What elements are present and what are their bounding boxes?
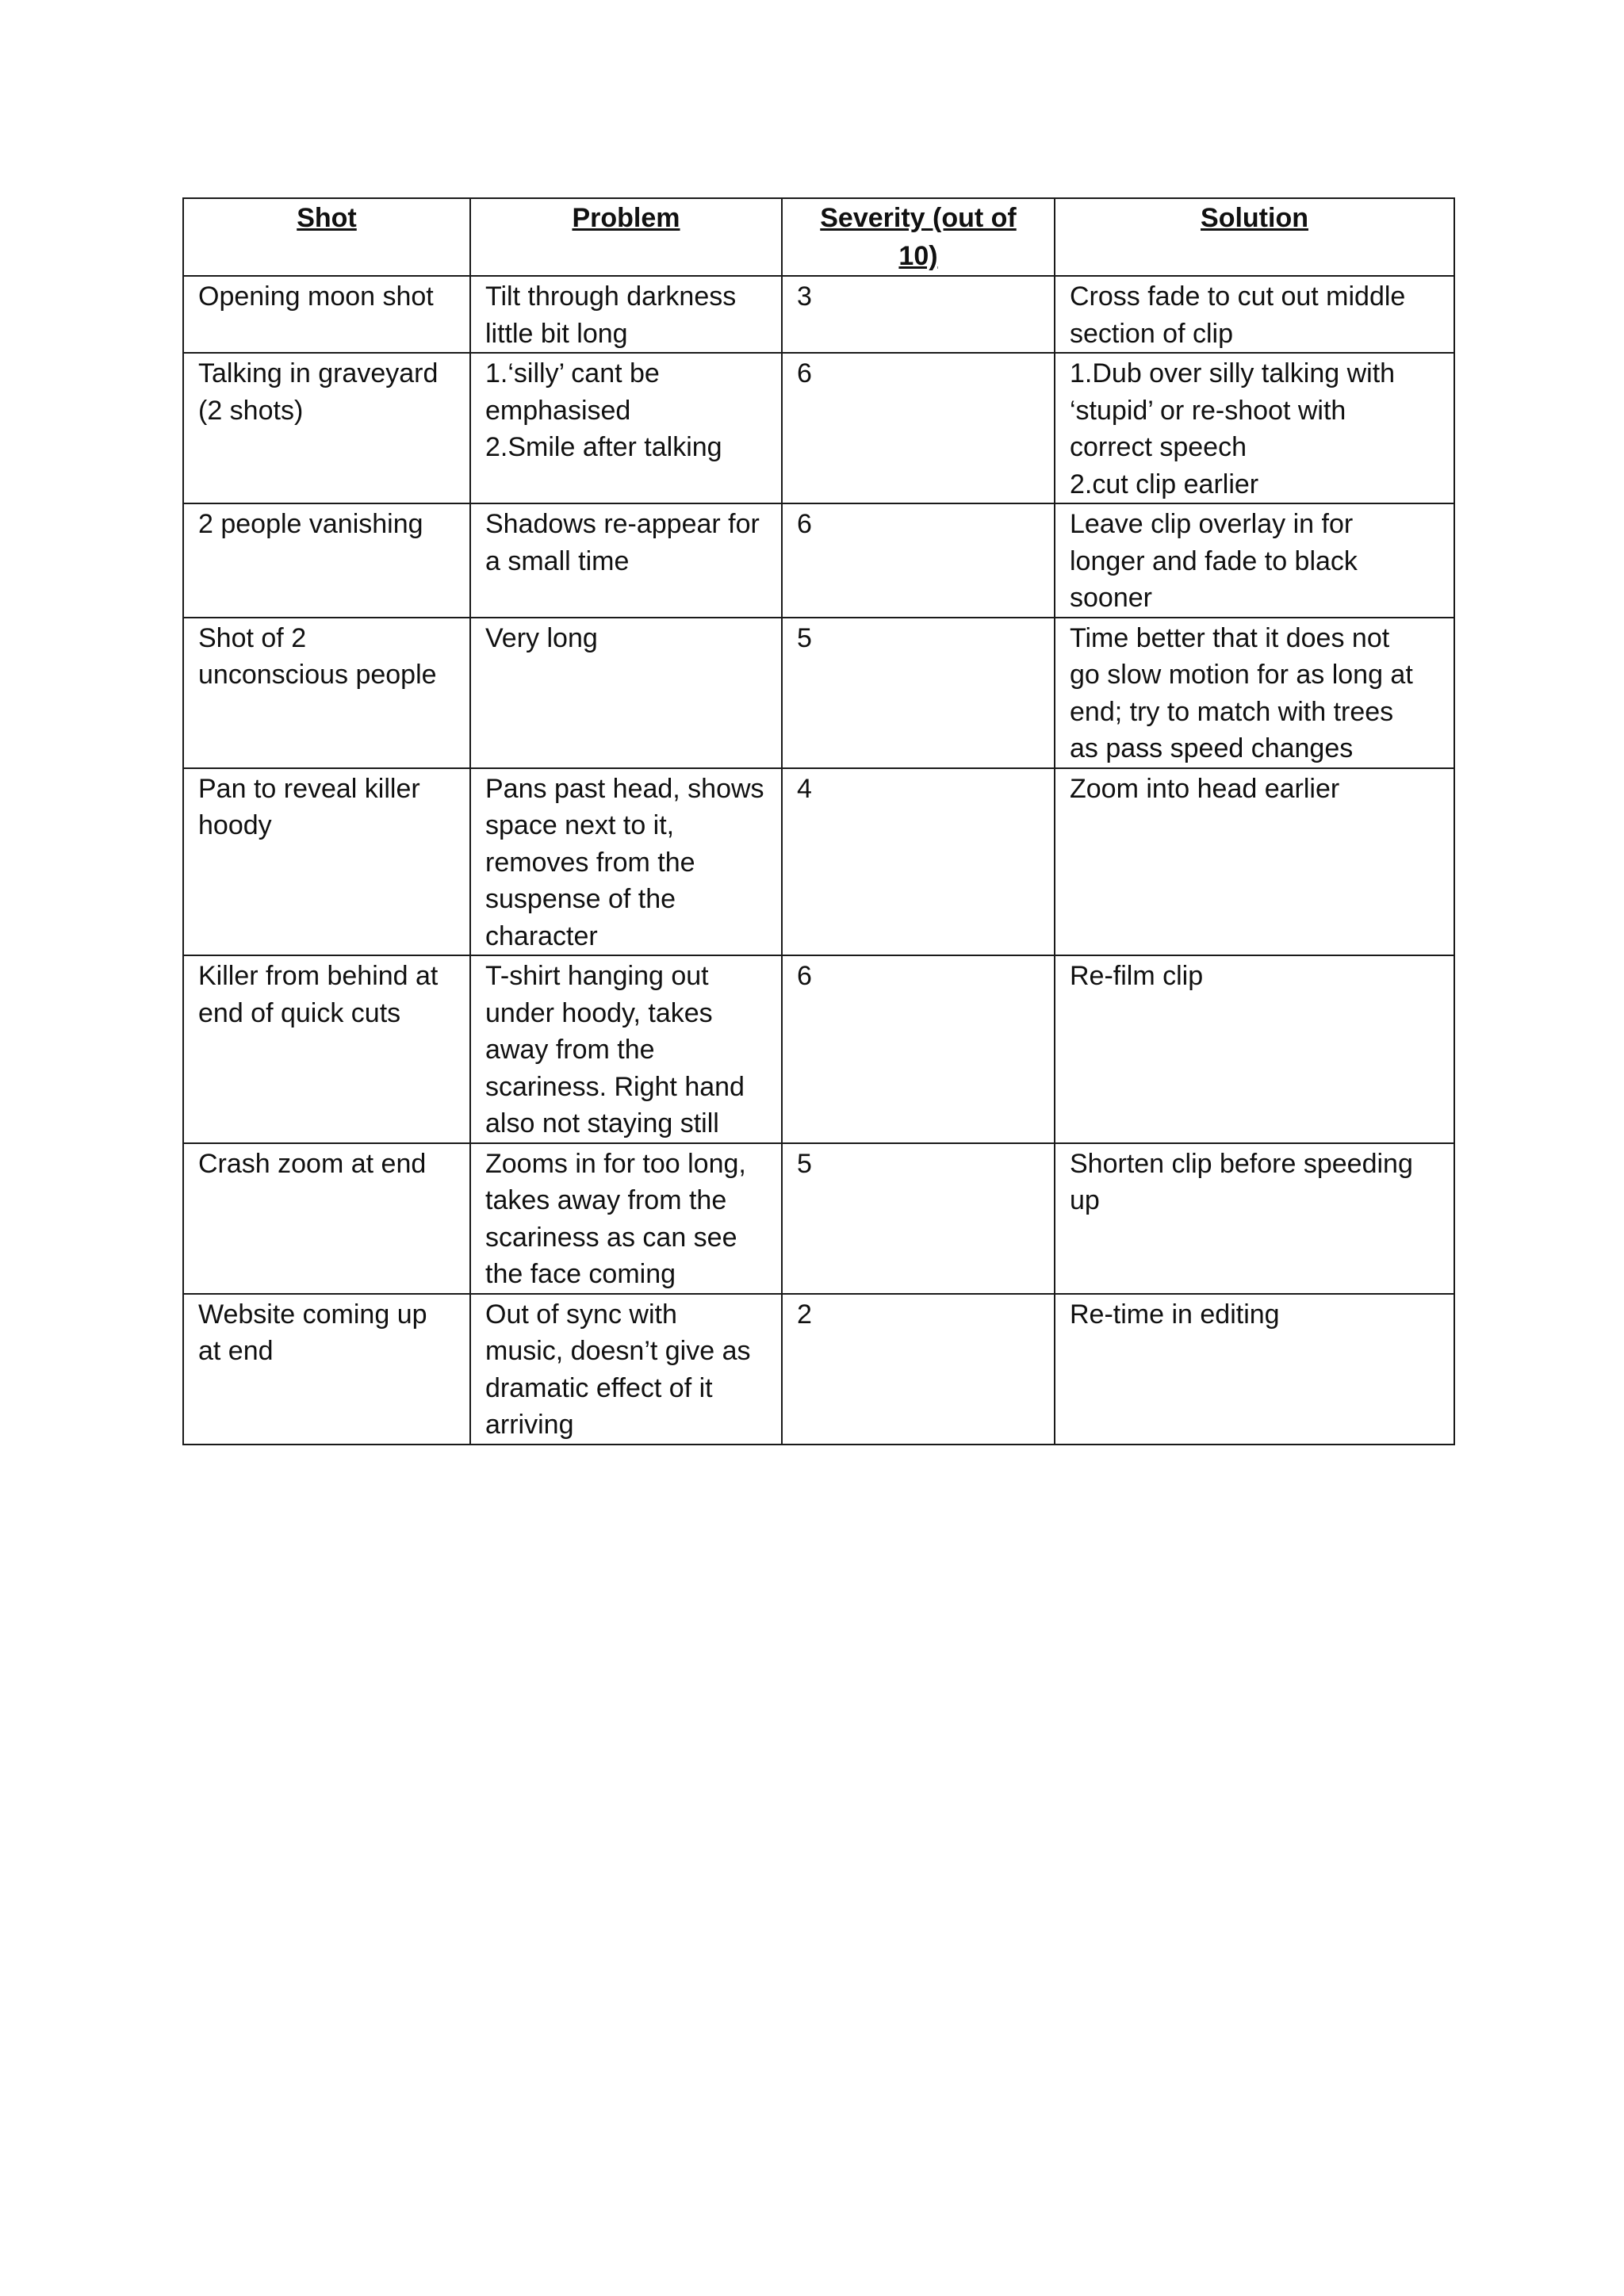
cell-text-line: at end xyxy=(198,1336,274,1366)
cell-text-line: a small time xyxy=(485,545,630,576)
cell-severity xyxy=(782,768,1055,956)
cell-severity xyxy=(782,1294,1055,1445)
cell-text-line: Tilt through darkness xyxy=(485,281,737,312)
cell-text-line: longer and fade to black xyxy=(1070,545,1358,576)
cell-solution xyxy=(1055,955,1454,1143)
cell-text-line: go slow motion for as long at xyxy=(1070,660,1413,690)
cell-text-line: Leave clip overlay in for xyxy=(1070,509,1354,539)
cell-solution xyxy=(1055,1143,1454,1294)
cell-text-line: takes away from the xyxy=(485,1185,727,1215)
cell-problem xyxy=(470,1294,782,1445)
cell-text-line: Crash zoom at end xyxy=(198,1148,427,1179)
cell-text-line: away from the xyxy=(485,1035,655,1065)
cell-text-line: as pass speed changes xyxy=(1070,733,1354,763)
cell-solution xyxy=(1055,276,1454,353)
cell-text-line: Talking in graveyard xyxy=(198,358,439,388)
cell-text-line: Shorten clip before speeding xyxy=(1070,1148,1413,1179)
cell-problem xyxy=(470,353,782,503)
shot-review-table xyxy=(182,197,1455,1445)
cell-text-line: 5 xyxy=(797,622,812,653)
cell-problem xyxy=(470,503,782,618)
cell-text-line: 2.Smile after talking xyxy=(485,432,722,462)
cell-text-line: scariness. Right hand xyxy=(485,1071,745,1102)
cell-solution xyxy=(1055,503,1454,618)
cell-shot xyxy=(183,1294,470,1445)
table-row xyxy=(183,618,1454,768)
cell-solution xyxy=(1055,768,1454,956)
cell-text-line: the face coming xyxy=(485,1259,676,1289)
header-problem: Problem xyxy=(470,198,782,276)
cell-text-line: 1.Dub over silly talking with xyxy=(1070,358,1396,388)
table-row xyxy=(183,353,1454,503)
cell-text-line: 6 xyxy=(797,509,812,539)
header-severity: Severity (out of 10) xyxy=(782,198,1055,276)
table-row xyxy=(183,276,1454,353)
cell-text-line: removes from the xyxy=(485,847,695,878)
cell-text-line: also not staying still xyxy=(485,1108,719,1138)
cell-solution xyxy=(1055,618,1454,768)
cell-text-line: 2.cut clip earlier xyxy=(1070,469,1259,499)
cell-text-line: Re-time in editing xyxy=(1070,1299,1280,1330)
cell-severity xyxy=(782,1143,1055,1294)
cell-severity xyxy=(782,955,1055,1143)
table-body xyxy=(183,276,1454,1445)
cell-text-line: 5 xyxy=(797,1148,812,1179)
cell-text-line: Shot of 2 xyxy=(198,622,307,653)
cell-shot xyxy=(183,618,470,768)
cell-text-line: suspense of the xyxy=(485,884,676,914)
cell-text-line: 2 xyxy=(797,1299,812,1330)
table-row xyxy=(183,503,1454,618)
cell-text-line: Out of sync with xyxy=(485,1299,677,1330)
cell-severity xyxy=(782,618,1055,768)
cell-text-line: sooner xyxy=(1070,583,1152,613)
table-header-row xyxy=(183,198,1454,276)
cell-text-line: unconscious people xyxy=(198,660,437,690)
cell-text-line: Pan to reveal killer xyxy=(198,773,420,804)
table-row xyxy=(183,1294,1454,1445)
cell-text-line: 6 xyxy=(797,961,812,991)
cell-severity xyxy=(782,503,1055,618)
cell-text-line: 2 people vanishing xyxy=(198,509,423,539)
cell-text-line: arriving xyxy=(485,1410,574,1440)
cell-text-line: dramatic effect of it xyxy=(485,1372,713,1403)
cell-text-line: Zooms in for too long, xyxy=(485,1148,746,1179)
cell-text-line: up xyxy=(1070,1185,1100,1215)
cell-text-line: emphasised xyxy=(485,395,631,426)
cell-text-line: Pans past head, shows xyxy=(485,773,764,804)
cell-text-line: Very long xyxy=(485,622,598,653)
cell-text-line: Opening moon shot xyxy=(198,281,434,312)
cell-solution xyxy=(1055,353,1454,503)
cell-severity xyxy=(782,353,1055,503)
cell-shot xyxy=(183,353,470,503)
cell-problem xyxy=(470,955,782,1143)
cell-text-line: ‘stupid’ or re-shoot with xyxy=(1070,395,1346,426)
cell-text-line: Re-film clip xyxy=(1070,961,1204,991)
cell-text-line: T-shirt hanging out xyxy=(485,961,709,991)
header-solution: Solution xyxy=(1055,198,1454,276)
cell-text-line: Shadows re-appear for xyxy=(485,509,760,539)
cell-solution xyxy=(1055,1294,1454,1445)
table-row xyxy=(183,1143,1454,1294)
cell-text-line: 4 xyxy=(797,773,812,804)
cell-shot xyxy=(183,768,470,956)
cell-text-line: space next to it, xyxy=(485,810,675,840)
cell-text-line: scariness as can see xyxy=(485,1222,737,1253)
table-row xyxy=(183,768,1454,956)
cell-text-line: 1.‘silly’ cant be xyxy=(485,358,660,388)
cell-problem xyxy=(470,276,782,353)
cell-text-line: end; try to match with trees xyxy=(1070,696,1394,727)
cell-shot xyxy=(183,276,470,353)
cell-text-line: Zoom into head earlier xyxy=(1070,773,1340,804)
cell-text-line: (2 shots) xyxy=(198,395,304,426)
cell-text-line: section of clip xyxy=(1070,318,1233,349)
cell-text-line: character xyxy=(485,920,598,951)
cell-problem xyxy=(470,1143,782,1294)
cell-text-line: Cross fade to cut out middle xyxy=(1070,281,1406,312)
cell-text-line: Killer from behind at xyxy=(198,961,439,991)
cell-problem xyxy=(470,768,782,956)
cell-text-line: end of quick cuts xyxy=(198,997,401,1028)
cell-text-line: correct speech xyxy=(1070,432,1247,462)
table-row xyxy=(183,955,1454,1143)
cell-text-line: music, doesn’t give as xyxy=(485,1336,751,1366)
cell-shot xyxy=(183,955,470,1143)
cell-text-line: Website coming up xyxy=(198,1299,427,1330)
cell-text-line: Time better that it does not xyxy=(1070,622,1390,653)
header-shot: Shot xyxy=(183,198,470,276)
cell-text-line: 3 xyxy=(797,281,812,312)
cell-shot xyxy=(183,503,470,618)
cell-text-line: hoody xyxy=(198,810,272,840)
cell-severity xyxy=(782,276,1055,353)
cell-problem xyxy=(470,618,782,768)
cell-text-line: little bit long xyxy=(485,318,628,349)
cell-shot xyxy=(183,1143,470,1294)
cell-text-line: under hoody, takes xyxy=(485,997,713,1028)
cell-text-line: 6 xyxy=(797,358,812,388)
